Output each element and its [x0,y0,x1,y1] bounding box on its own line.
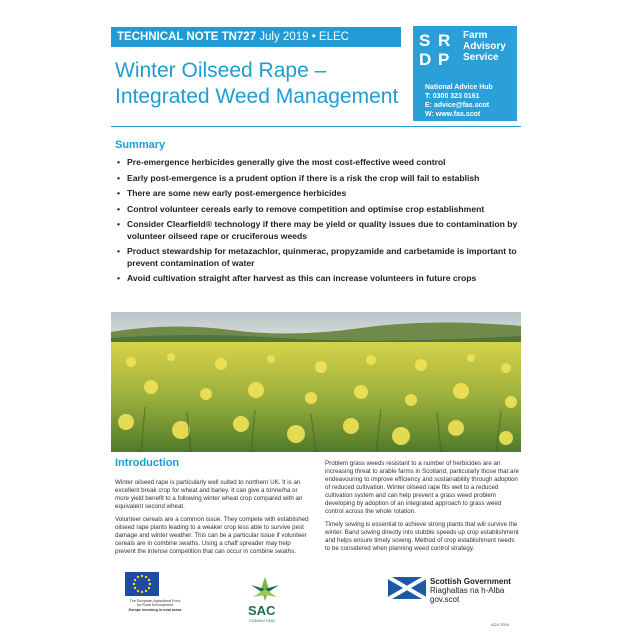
sg-name-gd: Riaghaltas na h-Alba [430,586,505,595]
hub-website: W: www.fas.scot [425,111,481,118]
fas-logo [413,26,517,121]
srdp-letter-d: D [419,50,432,69]
eu-caption-line-2: for Rural Development [137,603,173,608]
sac-consulting-logo [245,575,290,630]
intro-paragraph: Problem grass weeds resistant to a number of herbicides are an increasing threat to arable farms in Scotland, particularly those that are endeavouring to improve efficiency and sustainability through adoption of reduced cultivation. Winter oilseed rape fits well to a reduced cultivation system and can help prevent a grass weed problem developing by adoption of an integrated approach to grass weed control across the whole rotation. [325,460,519,515]
summary-bullet: • Early post-emergence is a prudent option if there is a risk the crop will fail to establish [115,173,519,185]
summary-bullet: • Avoid cultivation straight after harvest as this can increase volunteers in future crops [115,273,519,285]
summary-heading: Summary [115,139,166,151]
eu-caption-line-1: The European Agricultural Fund [129,599,181,603]
hub-title: National Advice Hub [425,84,493,91]
fas-line-1: Farm [463,30,488,41]
eu-stars-svg [125,572,159,596]
summary-bullet: • Control volunteer cereals early to remove competition and optimise crop establishment [115,204,519,216]
srdp-letter-p: P [438,50,450,69]
sac-subtitle: CONSULTING [249,618,275,623]
srdp-logo [417,30,459,72]
title-line-1: Winter Oilseed Rape – [115,59,327,82]
fas-name [463,30,506,63]
sac-name: SAC [248,603,276,618]
intro-paragraph: Winter oilseed rape is particularly well suited to northern UK. It is an excellent break crop for wheat and barley. It can give a tonne/ha or more yield benefit to a following winter wheat crop compared with an equivalent second wheat. [115,479,303,510]
intro-paragraph: Timely sowing is essential to achieve strong plants that will survive the winter. Band sowing directly into stubble speeds up crop establishment and helps ensure timely sowing. Method of crop establishment needs to be considered when planning weed control strategy. [325,521,519,552]
intro-paragraph: Volunteer cereals are a common issue. They compete with established oilseed rape plants leading to a weaker crop less able to survive pest damage and winter weather. This can be a particular issue if volunteer cereals are in combine swaths. Using a chaff spreader may help prevent the intense competition that can occur in combine swaths. [115,516,309,555]
sac-emblem-icon [245,575,285,603]
intro-column-left [115,479,311,561]
title-line-2: Integrated Weed Management [115,85,399,108]
summary-bullet: • Consider Clearfield® technology if there may be yield or quality issues due to contamination by volunteer oilseed rape or cruciferous weeds [115,219,519,242]
eu-caption-line-3: Europe investing in rural areas [128,607,182,612]
summary-bullet: • Product stewardship for metazachlor, quinmerac, propyzamide and carbetamide is important to prevent contamination of water [115,246,519,269]
saltire-flag-icon [388,577,426,599]
intro-column-right [325,460,520,558]
technical-note-bar [111,27,401,47]
summary-bullet: • Pre-emergence herbicides generally give the most cost-effective weed control [115,157,519,169]
field-photo-svg [111,312,521,452]
advice-hub-contact [425,83,493,119]
page-title [115,58,405,110]
scottish-government-text [430,577,511,604]
eu-caption [115,599,195,612]
introduction-heading: Introduction [115,457,180,469]
hub-phone: T: 0300 323 0161 [425,93,480,100]
srdp-letter-s: S [419,31,431,50]
scottish-government-logo [388,577,521,607]
sg-website: gov.scot [430,595,460,604]
page-code: ADV 2019 [491,622,510,627]
oilseed-rape-field-photo [111,312,521,452]
saltire-svg [388,577,426,599]
header-divider [111,126,521,127]
fas-line-3: Service [463,52,499,63]
note-label: TECHNICAL NOTE TN727 [117,31,257,43]
srdp-letter-r: R [438,31,451,50]
note-meta: July 2019 • ELEC [256,31,349,43]
summary-bullet: • There are some new early post-emergence herbicides [115,188,519,200]
technical-note-page [111,0,521,640]
fas-line-2: Advisory [463,41,506,52]
eu-flag-icon [125,572,159,596]
summary-bullet-list [115,157,519,289]
sg-name-en: Scottish Government [430,577,511,586]
hub-email: E: advice@fas.scot [425,102,490,109]
